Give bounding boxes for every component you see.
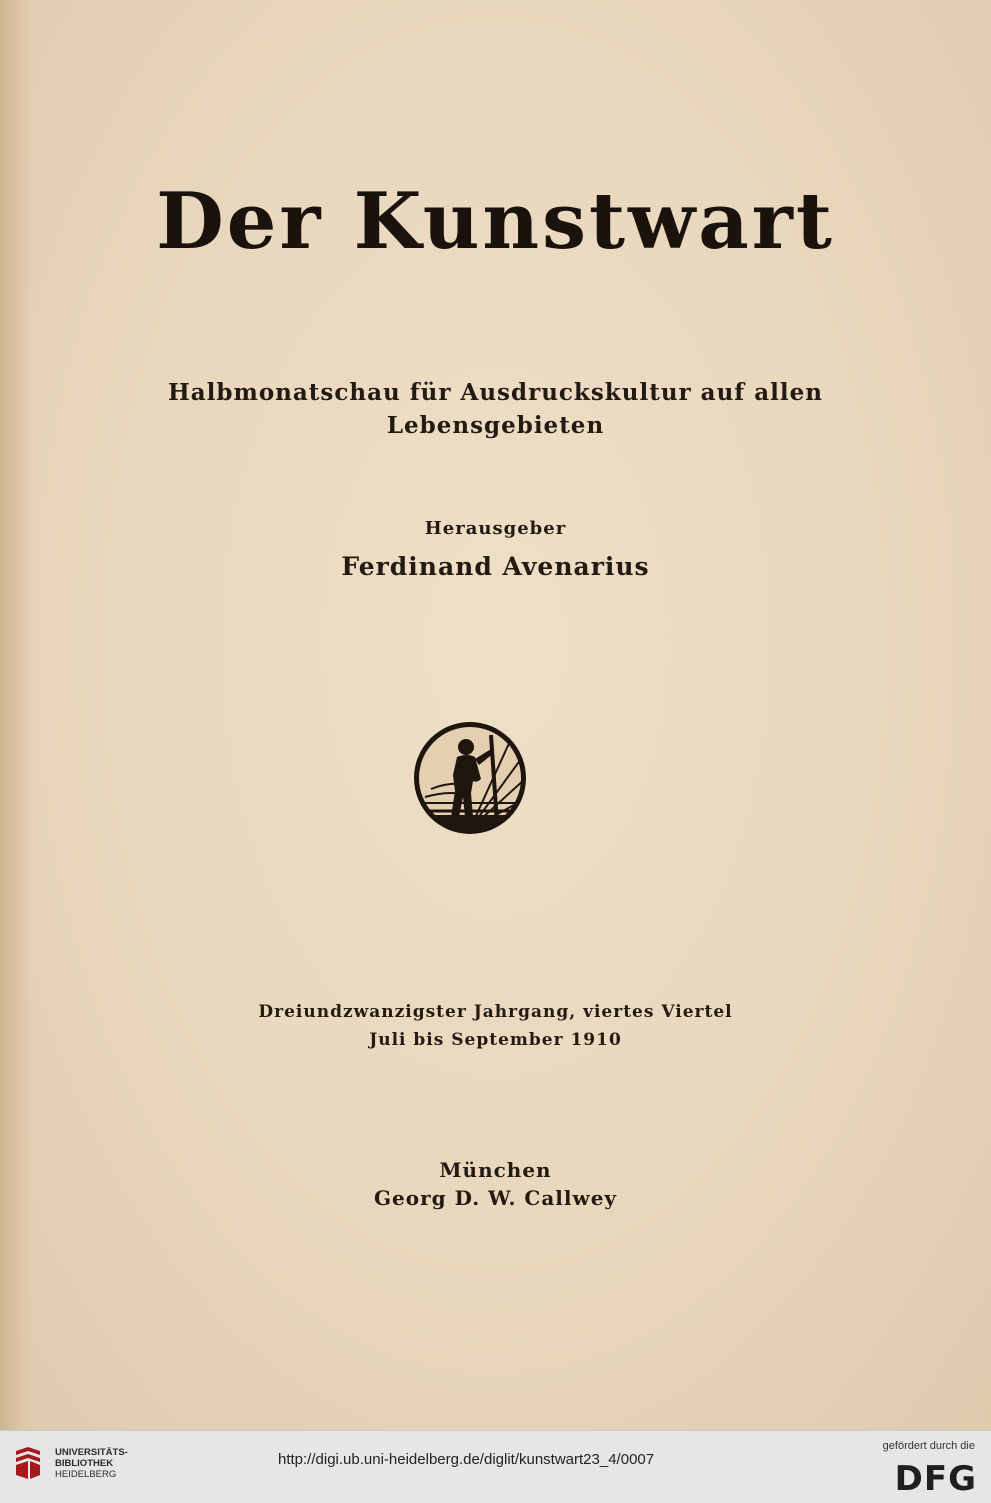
subtitle-line-1: Halbmonatschau für Ausdruckskultur auf allen bbox=[168, 379, 823, 406]
editor-name: Ferdinand Avenarius bbox=[341, 552, 650, 581]
library-line-1: UNIVERSITÄTS- bbox=[55, 1447, 128, 1458]
publication-city: München bbox=[439, 1158, 552, 1182]
volume-line-1: Dreiundzwanzigster Jahrgang, viertes Viertel bbox=[258, 1002, 733, 1022]
book-title: Der Kunstwart bbox=[156, 176, 835, 267]
volume-info bbox=[0, 998, 991, 1054]
man-with-staff-vignette-icon bbox=[411, 719, 529, 837]
footer-bar bbox=[0, 1430, 991, 1503]
editor-label: Herausgeber bbox=[424, 518, 567, 539]
publisher-name: Georg D. W. Callwey bbox=[373, 1186, 618, 1210]
library-line-2: BIBLIOTHEK bbox=[55, 1458, 114, 1469]
permalink-url[interactable]: http://digi.ub.uni-heidelberg.de/diglit/kunstwart23_4/0007 bbox=[278, 1451, 655, 1468]
library-name bbox=[55, 1447, 128, 1480]
dfg-logo[interactable]: DFG bbox=[894, 1459, 977, 1499]
subtitle-line-2: Lebensgebieten bbox=[386, 412, 605, 439]
volume-line-2: Juli bis September 1910 bbox=[369, 1030, 622, 1050]
book-subtitle bbox=[0, 376, 991, 442]
library-logo-icon[interactable] bbox=[12, 1445, 44, 1481]
funding-label: gefördert durch die bbox=[882, 1440, 975, 1452]
library-line-3: HEIDELBERG bbox=[55, 1469, 117, 1480]
